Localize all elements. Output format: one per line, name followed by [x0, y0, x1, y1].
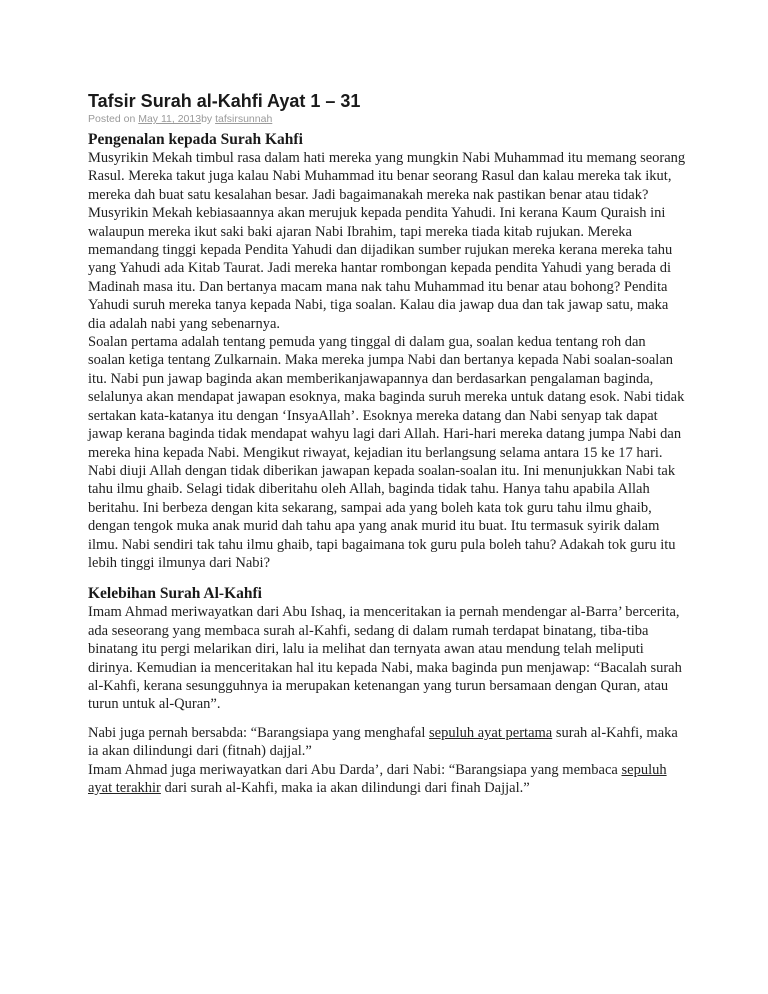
paragraph	[88, 761, 686, 798]
first-ten-verses-link[interactable]: sepuluh ayat pertama	[429, 724, 553, 741]
post-meta	[88, 112, 686, 126]
posted-on-label: Posted on	[88, 113, 136, 125]
article-title: Tafsir Surah al-Kahfi Ayat 1 – 31	[88, 91, 361, 111]
paragraph	[88, 724, 686, 761]
paragraph-text: surah al-Kahfi, maka ia akan dilindungi dari (fitnah) dajjal.”	[88, 724, 678, 760]
paragraph-text: dari surah al-Kahfi, maka ia akan dilindungi dari finah Dajjal.”	[160, 780, 530, 796]
section-heading-virtues: Kelebihan Surah Al-Kahfi	[88, 585, 262, 603]
section-heading-introduction: Pengenalan kepada Surah Kahfi	[88, 131, 303, 148]
paragraph: Soalan pertama adalah tentang pemuda yang tinggal di dalam gua, soalan kedua tentang roh dan soalan ketiga tentang Zulkarnain. Maka mereka jumpa Nabi dan bertanya kepada Nabi soalan-soalan itu. Nabi pun jawap baginda akan memberikanjawapannya dan berdasarkan pengalaman baginda, selalunya akan mendapat jawapan esoknya, maka baginda suruh mereka untuk datang esok. Nabi tidak sertakan kata-katanya itu dengan ‘InsyaAllah’. Esoknya mereka datang dan Nabi senyap tak dapat jawap kerana baginda tidak mendapat wahyu lagi dari Allah. Hari-hari mereka datang jumpa Nabi dan mereka hina kepada Nabi. Mengikut riwayat, kejadian itu berlangsung selama antara 15 ke 17 hari. Nabi diuji Allah dengan tidak diberikan jawapan kepada soalan-soalan itu. Ini menunjukkan Nabi tak tahu ilmu ghaib. Selagi tidak diberitahu oleh Allah, baginda tidak tahu. Hanya tahu apabila Allah beritahu. Ini berbeza dengan kita sekarang, sampai ada yang boleh kata tok guru tahu ilmu ghaib, dengan tengok muka anak murid dah tahu apa yang anak murid itu buat. Itu termasuk syirik dalam ilmu. Nabi sendiri tak tahu ilmu ghaib, tapi bagaimana tok guru pula boleh tahu? Adakah tok guru itu lebih tinggi ilmunya dari Nabi?	[88, 334, 685, 571]
paragraph-text: Imam Ahmad juga meriwayatkan dari Abu Darda’, dari Nabi: “Barangsiapa yang membaca	[88, 761, 622, 778]
spacer	[88, 714, 686, 724]
document-page	[88, 90, 686, 797]
paragraph: Imam Ahmad meriwayatkan dari Abu Ishaq, ia menceritakan ia pernah mendengar al-Barra’ bercerita, ada seseorang yang membaca surah al-Kahfi, sedang di dalam rumah terdapat binatang, tiba-tiba binatang itu pergi melarikan diri, lalu ia melihat dan ternyata awan atau mendung telah meliputi dirinya. Kemudian ia menceritakan hal itu kepada Nabi, maka baginda pun menjawap: “Bacalah surah al-Kahfi, kerana sesungguhnya ia merupakan ketenangan yang turun bersamaan dengan Quran, atau turun untuk al-Quran”.	[88, 604, 682, 713]
spacer	[88, 572, 686, 584]
post-date-link[interactable]: May 11, 2013	[138, 113, 202, 125]
author-link[interactable]: tafsirsunnah	[215, 113, 273, 125]
by-label: by	[201, 113, 213, 125]
paragraph-text: Nabi juga pernah bersabda: “Barangsiapa yang menghafal	[88, 724, 430, 741]
paragraph: Musyrikin Mekah timbul rasa dalam hati mereka yang mungkin Nabi Muhammad itu memang seorang Rasul. Mereka takut juga kalau Nabi Muhammad itu benar seorang Rasul dan kalau mereka tak ikut, mereka dah buat satu kesalahan besar. Jadi bagaimanakah mereka nak pastikan benar atau tidak? Musyrikin Mekah kebiasaannya akan merujuk kepada pendita Yahudi. Ini kerana Kaum Quraish ini walaupun mereka ikut saki baki ajaran Nabi Ibrahim, tapi mereka tiada kitab rujukan. Mereka memandang tinggi kepada Pendita Yahudi dan dijadikan sumber rujukan mereka kerana mereka tahu yang Yahudi ada Kitab Taurat. Jadi mereka hantar rombongan kepada pendita Yahudi yang berada di Madinah masa itu. Dan bertanya macam mana nak tahu Muhammad itu benar atau bohong? Pendita Yahudi suruh mereka tanya kepada Nabi, tiga soalan. Kalau dia jawap dua dan tak jawap satu, maka dia adalah nabi yang sebenarnya.	[88, 150, 686, 332]
last-ten-verses-link[interactable]: sepuluh ayat terakhir	[88, 761, 667, 796]
